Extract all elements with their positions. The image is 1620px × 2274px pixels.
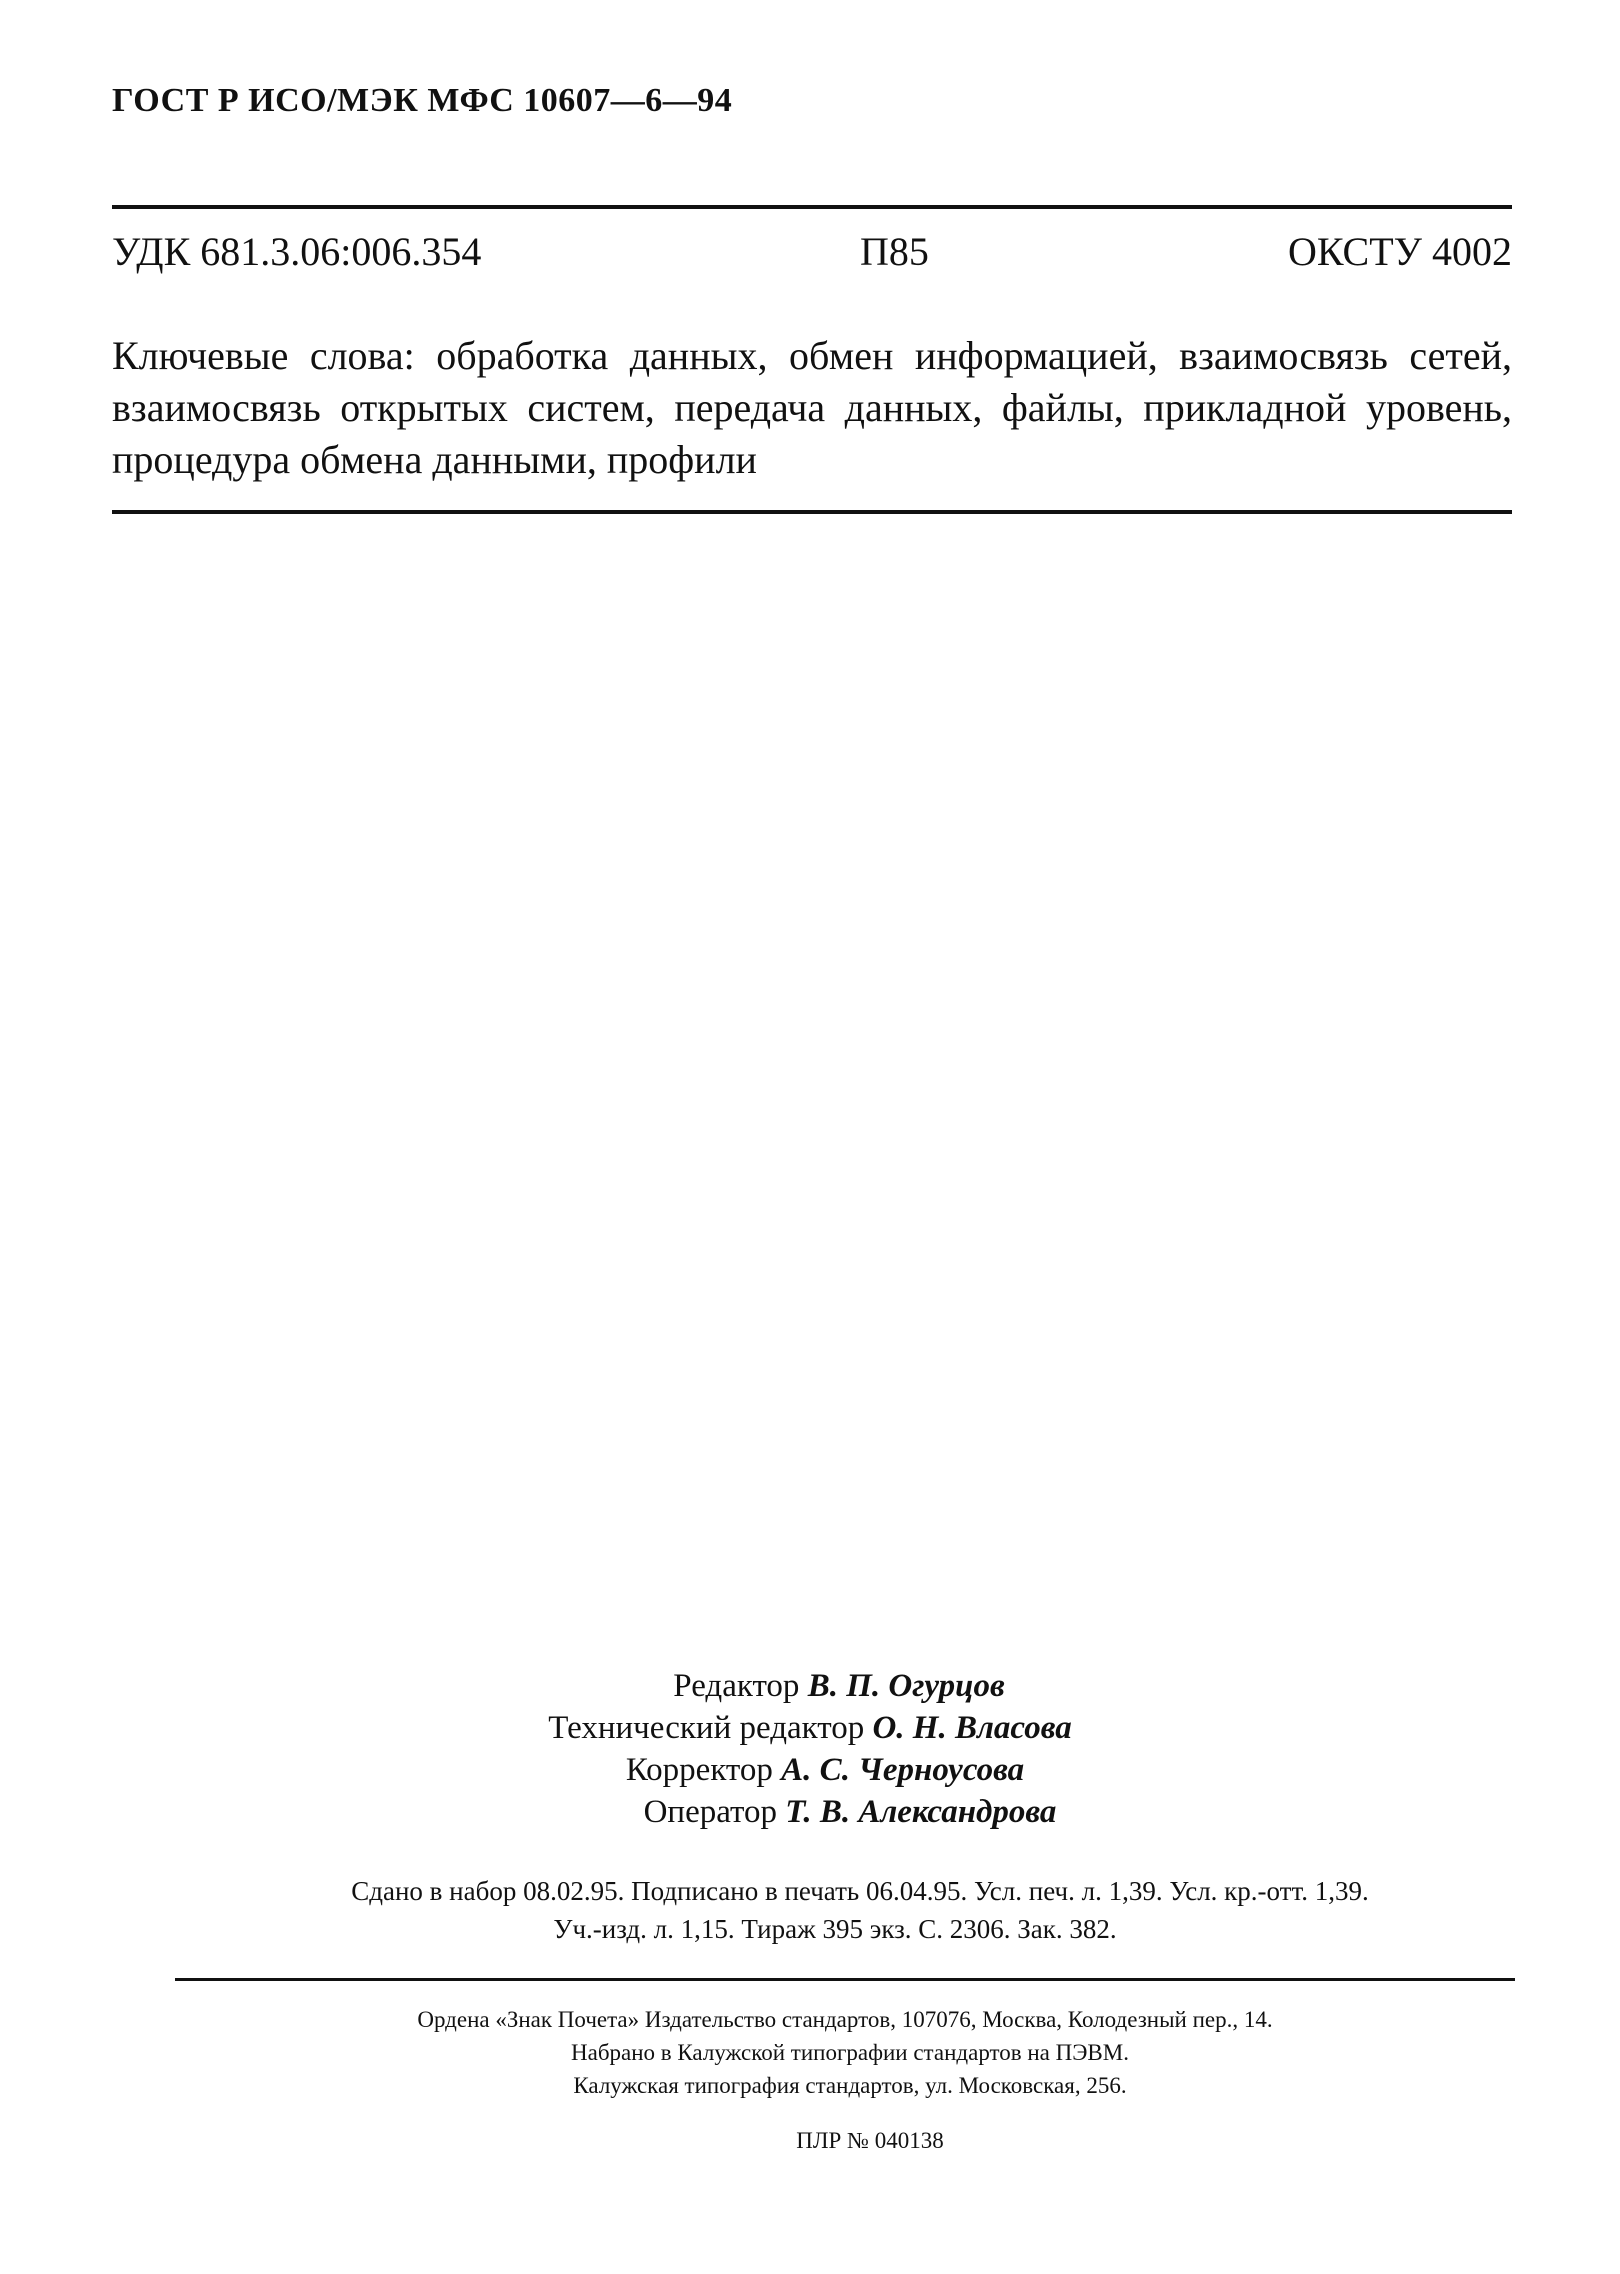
middle-divider [112,510,1512,514]
publisher-info [0,2003,1620,2102]
staff-line-technical-editor [0,1707,1620,1749]
staff-credits [0,1665,1620,1833]
staff-role: Оператор [643,1794,777,1830]
print-info-line: Уч.-изд. л. 1,15. Тираж 395 экз. С. 2306. Зак. 382. [553,1914,1117,1944]
staff-line-editor [0,1665,1620,1707]
keywords-paragraph: Ключевые слова: обработка данных, обмен информацией, взаимосвязь сетей, взаимосвязь открытых систем, передача данных, файлы, прикладной уровень, процедура обмена данными, профили [112,333,1512,482]
publisher-line: Калужская типография стандартов, ул. Московская, 256. [573,2073,1127,2098]
staff-name: О. Н. Власова [872,1710,1072,1746]
staff-name: Т. В. Александрова [785,1794,1057,1830]
okstu-code: ОКСТУ 4002 [1287,229,1512,274]
staff-role: Корректор [625,1752,773,1788]
udk-code: УДК 681.3.06:006.354 [112,229,482,274]
document-code: ГОСТ Р ИСО/МЭК МФС 10607—6—94 [112,82,733,119]
top-divider [112,205,1512,209]
staff-line-proofreader [0,1749,1620,1791]
license-number: ПЛР № 040138 [796,2128,944,2153]
group-code: П85 [860,229,929,274]
staff-role: Редактор [673,1668,800,1704]
print-info [0,1872,1620,1948]
staff-line-operator [0,1791,1620,1833]
staff-role: Технический редактор [548,1710,865,1746]
publisher-line: Ордена «Знак Почета» Издательство стандартов, 107076, Москва, Колодезный пер., 14. [417,2007,1273,2032]
staff-name: В. П. Огурцов [807,1668,1005,1704]
classification-row [112,228,1512,278]
print-info-line: Сдано в набор 08.02.95. Подписано в печать 06.04.95. Усл. печ. л. 1,39. Усл. кр.-отт. 1,39. [351,1876,1369,1906]
staff-name: А. С. Черноусова [781,1752,1025,1788]
publisher-line: Набрано в Калужской типографии стандартов на ПЭВМ. [571,2040,1129,2065]
bottom-divider [175,1978,1515,1981]
